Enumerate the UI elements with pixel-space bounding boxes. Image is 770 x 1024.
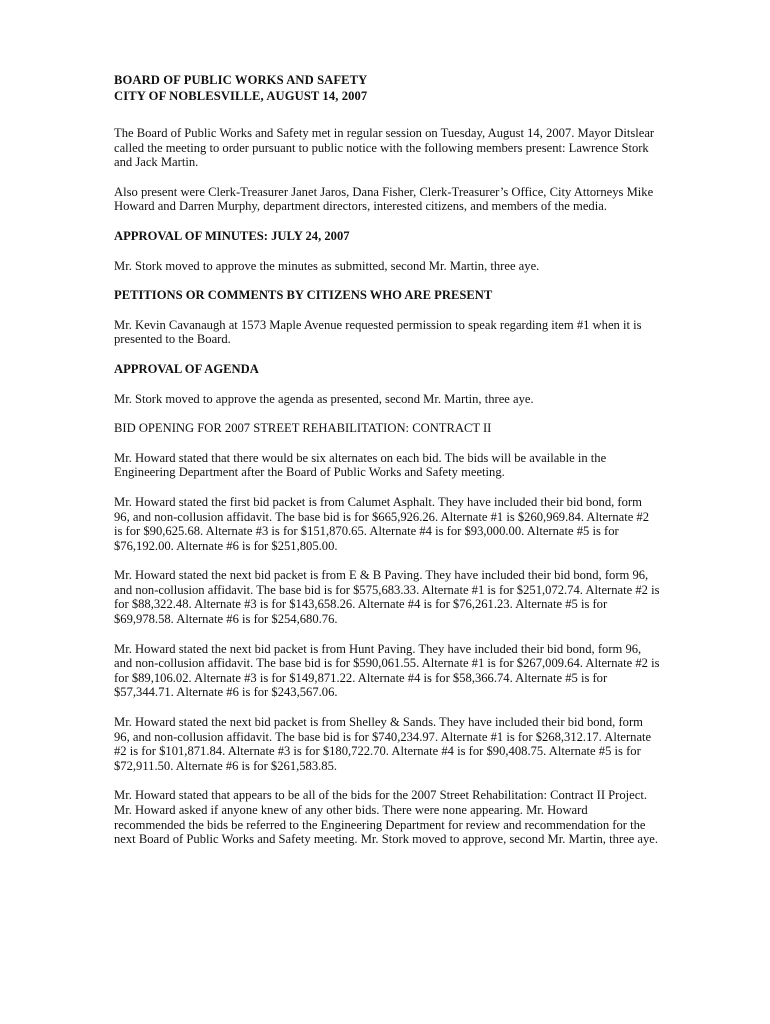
heading-approval-of-minutes: APPROVAL OF MINUTES: JULY 24, 2007 (114, 228, 350, 243)
document-title: BOARD OF PUBLIC WORKS AND SAFETY (114, 73, 368, 87)
document-header (114, 72, 660, 104)
paragraph-minutes-motion: Mr. Stork moved to approve the minutes as submitted, second Mr. Martin, three aye. (114, 258, 540, 273)
paragraph-alternates-note: Mr. Howard stated that there would be six alternates on each bid. The bids will be available in the Engineering Department after the Board of Public Works and Safety meeting. (114, 450, 607, 480)
paragraph-bid-hunt-paving: Mr. Howard stated the next bid packet is from Hunt Paving. They have included their bid bond, form 96, and non-collusion affidavit. The base bid is for $590,061.55. Alternate #1 is for $267,009.64. Alternate #2 is for $89,106.02. Alternate #3 is for $149,871.22. Alternate #4 is for $58,366.74. Alternate #5 is for $57,344.71. Alternate #6 is for $243,567.06. (114, 641, 660, 700)
paragraph-session-opening: The Board of Public Works and Safety met in regular session on Tuesday, August 14, 2007. Mayor Ditslear called the meeting to order pursuant to public notice with the following members present: Lawrence Stork and Jack Martin. (114, 126, 655, 170)
paragraph-petition-request: Mr. Kevin Cavanaugh at 1573 Maple Avenue requested permission to speak regarding item #1 when it is presented to the Board. (114, 317, 642, 347)
paragraph-bid-conclusion: Mr. Howard stated that appears to be all of the bids for the 2007 Street Rehabilitation: Contract II Project. Mr. Howard asked if anyone knew of any other bids. There were none appearing. Mr. Howard recommended the bids be referred to the Engineering Department for review and recommendation for the next Board of Public Works and Safety meeting. Mr. Stork moved to approve, second Mr. Martin, three aye. (114, 788, 659, 847)
paragraph-agenda-motion: Mr. Stork moved to approve the agenda as presented, second Mr. Martin, three aye. (114, 391, 534, 406)
paragraph-attendees: Also present were Clerk-Treasurer Janet Jaros, Dana Fisher, Clerk-Treasurer’s Office, City Attorneys Mike Howard and Darren Murphy, department directors, interested citizens, and members of the media. (114, 184, 654, 214)
paragraph-bid-eb-paving: Mr. Howard stated the next bid packet is from E & B Paving. They have included their bid bond, form 96, and non-collusion affidavit. The base bid is for $575,683.33. Alternate #1 is for $251,072.74. Alternate #2 is for $88,322.48. Alternate #3 is for $143,658.26. Alternate #4 is for $76,261.23. Alternate #5 is for $69,978.58. Alternate #6 is for $254,680.76. (114, 568, 660, 627)
paragraph-bid-shelley-sands: Mr. Howard stated the next bid packet is from Shelley & Sands. They have included their bid bond, form 96, and non-collusion affidavit. The base bid is for $740,234.97. Alternate #1 is for $268,312.17. Alternate #2 is for $101,871.84. Alternate #3 is for $180,722.70. Alternate #4 is for $90,408.75. Alternate #5 is for $72,911.50. Alternate #6 is for $261,583.85. (114, 715, 652, 773)
document-subtitle: CITY OF NOBLESVILLE, AUGUST 14, 2007 (114, 89, 368, 103)
paragraph-bid-calumet: Mr. Howard stated the first bid packet is from Calumet Asphalt. They have included their bid bond, form 96, and non-collusion affidavit. The base bid is for $665,926.26. Alternate #1 is $260,969.84. Alternate #2 is for $90,625.68. Alternate #3 is for $151,870.65. Alternate #4 is for $93,000.00. Alternate #5 is for $76,192.00. Alternate #6 is for $251,805.00. (114, 494, 650, 553)
heading-bid-opening: BID OPENING FOR 2007 STREET REHABILITATION: CONTRACT II (114, 421, 492, 436)
heading-approval-of-agenda: APPROVAL OF AGENDA (114, 361, 259, 376)
heading-petitions: PETITIONS OR COMMENTS BY CITIZENS WHO ARE PRESENT (114, 288, 493, 303)
